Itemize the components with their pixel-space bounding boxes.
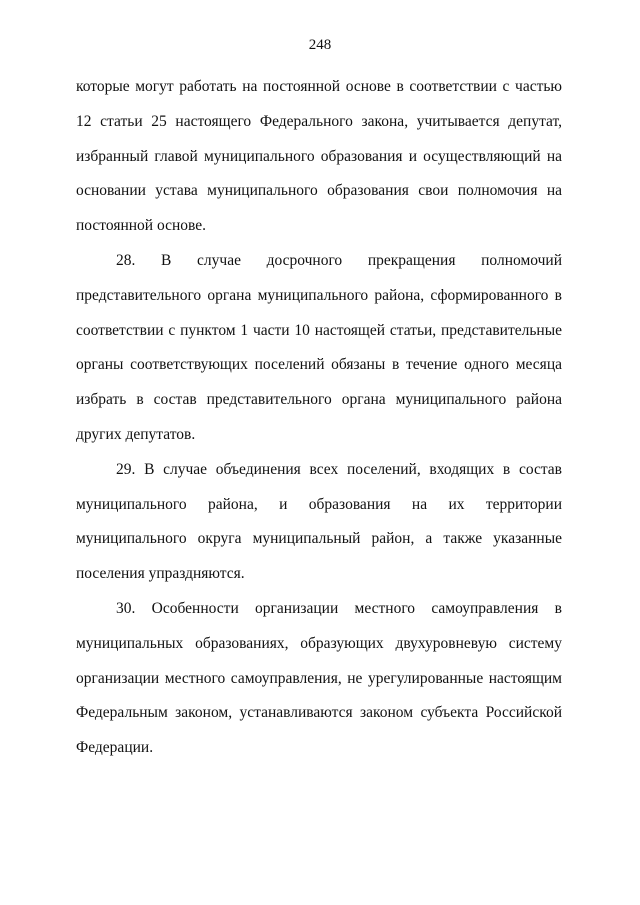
paragraph-item-30: 30. Особенности организации местного самоуправления в муниципальных образованиях, образующих двухуровневую систему организации местного самоуправления, не урегулированные настоящим Федеральным законом, устанавливаются законом субъекта Российской Федерации. [76, 599, 562, 757]
paragraph-item-29: 29. В случае объединения всех поселений, входящих в состав муниципального района, и образования на их территории муниципального округа муниципальный район, а также указанные поселения упраздняются. [76, 460, 562, 583]
paragraph-continuation: которые могут работать на постоянной основе в соответствии с частью 12 статьи 25 настоящего Федерального закона, учитывается депутат, избранный главой муниципального образования и осуществляющий на основании устава муниципального образования свои полномочия на постоянной основе. [76, 78, 562, 235]
document-body [76, 70, 562, 766]
page-number: 248 [308, 37, 332, 53]
paragraph-item-28: 28. В случае досрочного прекращения полномочий представительного органа муниципального района, сформированного в соответствии с пунктом 1 части 10 настоящей статьи, представительные органы соответствующих поселений обязаны в течение одного месяца избрать в состав представительного органа муниципального района других депутатов. [76, 251, 562, 443]
